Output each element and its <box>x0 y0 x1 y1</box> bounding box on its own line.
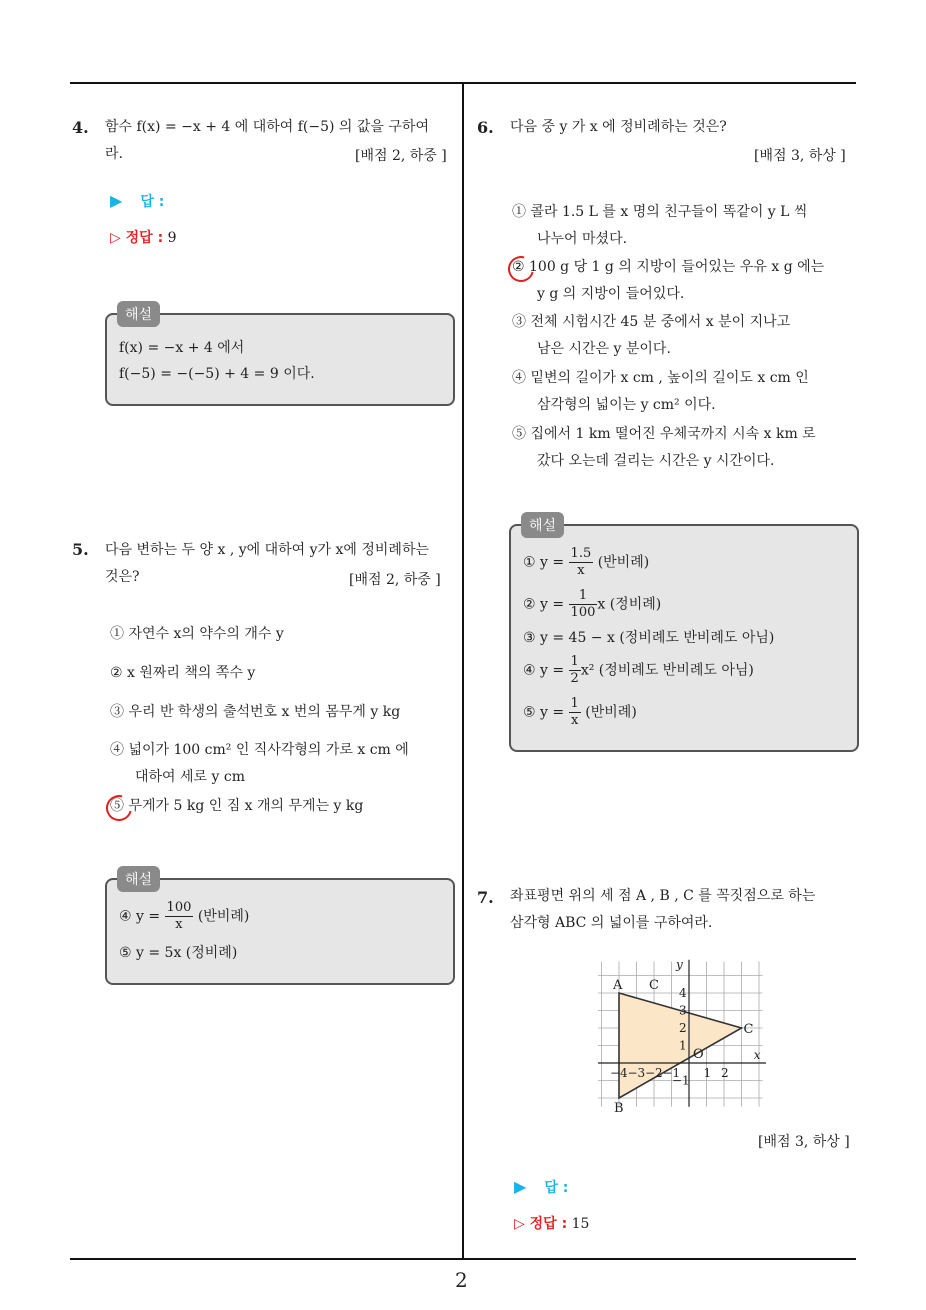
q6-exp2-pre: ② y = <box>523 596 565 613</box>
q7-answer-label <box>514 1177 568 1197</box>
q7-meta: [배점 3, 하상 ] <box>758 1134 850 1150</box>
q5-exp4-pre: ④ y = <box>119 908 161 925</box>
q6-explanation-tag: 해설 <box>521 512 564 538</box>
q6-option-5-line2: 갔다 오는데 걸리는 시간은 y 시간이다. <box>537 453 775 469</box>
q6-exp1-fraction <box>569 546 594 579</box>
q6-option-1 <box>512 199 807 253</box>
q6-exp5-fraction <box>569 696 581 729</box>
q5-option-4-line2: 대하여 세로 y cm <box>135 769 245 785</box>
q7-number: 7. <box>477 888 494 907</box>
q6-exp4-post: x² (정비례도 반비례도 아님) <box>580 662 754 679</box>
x-tick-label: −3 <box>627 1066 646 1080</box>
q6-option-4-line2: 삼각형의 넓이는 y cm² 이다. <box>537 397 716 413</box>
x-tick-labels <box>610 1066 729 1080</box>
q5-option-4-line1: ④ 넓이가 100 cm² 인 직사각형의 가로 x cm 에 <box>110 742 409 758</box>
q6-exp5-denominator: x <box>571 713 579 728</box>
y-tick-label: 4 <box>679 986 687 1000</box>
q6-option-3 <box>512 309 790 363</box>
q4-correct-label <box>110 230 163 246</box>
column-divider <box>462 83 464 1260</box>
q6-explanation-box <box>509 518 859 752</box>
q5-option-4 <box>110 737 409 791</box>
q6-text: 다음 중 y 가 x 에 정비례하는 것은? <box>510 119 727 135</box>
play-icon: ▶ <box>110 191 123 210</box>
q4-answer-text: 답 : <box>140 194 165 210</box>
q5-exp4-numerator: 100 <box>166 900 192 915</box>
label-a: A <box>613 978 623 993</box>
q6-option-2 <box>512 254 824 308</box>
q6-option-3-line2: 남은 시간은 y 분이다. <box>537 341 671 357</box>
q5-exp4-post: (반비례) <box>197 908 250 925</box>
q6-exp-3: ③ y = 45 − x (정비례도 반비례도 아님) <box>523 630 775 646</box>
q5-option-5: ⑤ 무게가 5 kg 인 짐 x 개의 무게는 y kg <box>110 798 364 814</box>
q4-text-line1: 함수 f(x) = −x + 4 에 대하여 f(−5) 의 값을 구하여 <box>105 119 429 135</box>
q7-text-line1: 좌표평면 위의 세 점 A , B , C 를 꼭짓점으로 하는 <box>510 888 816 904</box>
q5-exp-line5: ⑤ y = 5x (정비례) <box>119 945 238 961</box>
q6-exp4-fraction <box>569 654 581 687</box>
q5-exp-line4 <box>119 900 249 933</box>
q7-answer-text: 답 : <box>544 1180 569 1196</box>
x-tick-label: 1 <box>703 1066 712 1080</box>
q7-correct <box>514 1213 589 1233</box>
q4-correct-value: 9 <box>167 230 177 246</box>
q7-text-line2: 삼각형 ABC 의 넓이를 구하여라. <box>510 915 713 931</box>
q5-explanation-box <box>105 872 455 985</box>
q5-exp4-fraction <box>165 900 194 933</box>
q5-exp4-denominator: x <box>175 917 183 932</box>
q6-exp5-numerator: 1 <box>570 696 579 711</box>
q6-exp1-denominator: x <box>577 563 585 578</box>
bottom-rule <box>70 1258 856 1260</box>
q4-exp-line1: f(x) = −x + 4 에서 <box>119 340 245 356</box>
q7-correct-value: 15 <box>571 1216 590 1232</box>
q6-number: 6. <box>477 118 494 137</box>
q4-explanation-box <box>105 307 455 406</box>
q6-option-5-line1: ⑤ 집에서 1 km 떨어진 우체국까지 시속 x km 로 <box>512 426 816 442</box>
q6-exp-1 <box>523 546 649 579</box>
label-b: B <box>614 1101 624 1116</box>
q6-exp4-numerator: 1 <box>570 654 579 669</box>
x-tick-label: −4 <box>610 1066 628 1080</box>
q5-option-1: ① 자연수 x의 약수의 개수 y <box>110 626 284 642</box>
q4-text-line2: 라. <box>105 146 123 162</box>
q4-correct <box>110 227 177 247</box>
page-number: 2 <box>455 1268 468 1292</box>
x-tick-label: −1 <box>662 1066 681 1080</box>
outline-triangle-icon: ▷ <box>514 1216 525 1232</box>
q6-exp-2 <box>523 588 661 621</box>
q6-exp4-pre: ④ y = <box>523 662 565 679</box>
q6-exp5-pre: ⑤ y = <box>523 704 565 721</box>
q6-exp1-pre: ① y = <box>523 554 565 571</box>
q4-number: 4. <box>72 118 89 137</box>
y-axis-label: y <box>676 957 683 972</box>
label-origin: O <box>693 1047 704 1062</box>
q4-answer-label <box>110 191 164 211</box>
y-tick-label: −1 <box>672 1073 690 1088</box>
x-tick-label: 2 <box>721 1066 729 1080</box>
q6-exp-5 <box>523 696 637 729</box>
q5-meta: [배점 2, 하중 ] <box>349 572 441 588</box>
y-tick-label: 3 <box>679 1003 687 1018</box>
q6-exp1-numerator: 1.5 <box>570 546 592 561</box>
q7-text <box>510 883 860 937</box>
label-c-top: C <box>649 978 659 993</box>
x-axis-label: x <box>753 1048 761 1062</box>
q6-exp4-denominator: 2 <box>570 671 579 686</box>
q4-meta: [배점 2, 하중 ] <box>355 148 447 164</box>
q6-exp5-post: (반비례) <box>585 704 637 721</box>
q5-option-2: ② x 원짜리 책의 쪽수 y <box>110 665 256 681</box>
y-tick-label: 1 <box>679 1038 687 1053</box>
q5-option-3: ③ 우리 반 학생의 출석번호 x 번의 몸무게 y kg <box>110 704 401 720</box>
q4-explanation-tag: 해설 <box>117 301 160 327</box>
q5-text-line2: 것은? <box>105 569 140 585</box>
q6-exp2-denominator: 100 <box>570 605 596 620</box>
play-icon: ▶ <box>514 1177 527 1196</box>
q7-coordinate-graph <box>597 952 767 1116</box>
q6-option-1-line1: ① 콜라 1.5 L 를 x 명의 친구들이 똑같이 y L 씩 <box>512 204 808 220</box>
q5-explanation-tag: 해설 <box>117 866 160 892</box>
q6-exp-4 <box>523 654 754 687</box>
q5-text-line1: 다음 변하는 두 양 x , y에 대하여 y가 x에 정비례하는 <box>105 542 429 558</box>
q4-correct-label-text: 정답 : <box>125 230 164 246</box>
q7-correct-label-text: 정답 : <box>529 1216 568 1232</box>
q6-exp2-fraction <box>569 588 598 621</box>
outline-triangle-icon: ▷ <box>110 230 121 246</box>
q6-option-3-line1: ③ 전체 시험시간 45 분 중에서 x 분이 지나고 <box>512 314 791 330</box>
q6-meta: [배점 3, 하상 ] <box>754 148 846 164</box>
q6-option-5 <box>512 421 816 475</box>
label-c: C <box>743 1022 754 1037</box>
q6-option-1-line2: 나누어 마셨다. <box>537 231 628 247</box>
q6-exp2-post: x (정비례) <box>597 596 662 613</box>
q6-exp1-post: (반비례) <box>597 554 650 571</box>
q6-option-2-line1: ② 100 g 당 1 g 의 지방이 들어있는 우유 x g 에는 <box>512 259 825 275</box>
q6-option-4-line1: ④ 밑변의 길이가 x cm , 높이의 길이도 x cm 인 <box>512 370 809 386</box>
q5-number: 5. <box>72 540 89 559</box>
q6-exp2-numerator: 1 <box>569 588 598 605</box>
x-tick-label: −2 <box>645 1066 663 1080</box>
y-tick-label: 2 <box>679 1021 687 1035</box>
q4-exp-line2: f(−5) = −(−5) + 4 = 9 이다. <box>119 366 315 382</box>
q7-correct-label <box>514 1216 567 1232</box>
q6-option-2-line2: y g 의 지방이 들어있다. <box>537 286 685 302</box>
q6-option-4 <box>512 365 809 419</box>
